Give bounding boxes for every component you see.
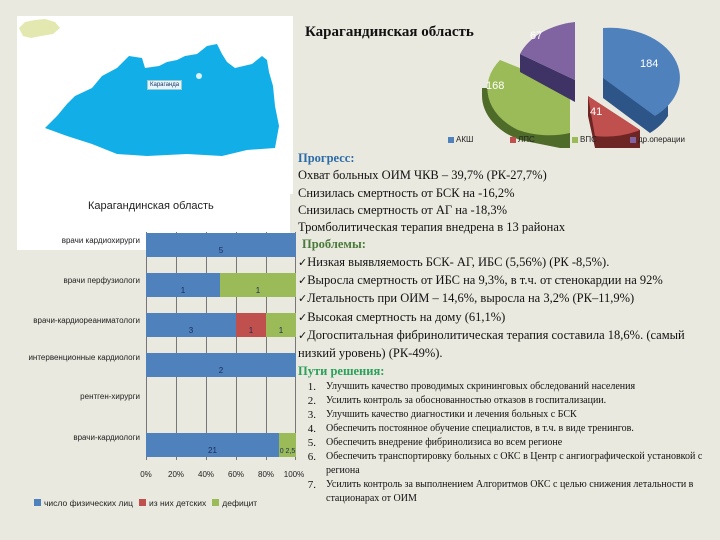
x-tick: 0% xyxy=(140,470,152,479)
kazakhstan-minimap-icon xyxy=(17,16,62,41)
bar-row xyxy=(146,313,296,337)
solution-item: 5. Обеспечить внедрение фибринолизиса во всем регионе xyxy=(307,436,563,449)
x-tick: 60% xyxy=(227,470,245,479)
bar-row xyxy=(146,353,296,377)
solution-item: 2. Усилить контроль за обоснованностью отказов в госпитализации. xyxy=(307,394,607,407)
bar-segment: 21 xyxy=(146,433,279,457)
bar-segment: 1 xyxy=(146,273,220,297)
legend-swatch-icon xyxy=(34,499,41,506)
solution-item: 1. Улучшить качество проводимых скрининговых обследований населения xyxy=(307,380,636,393)
pie-legend-aksh: АКШ xyxy=(448,135,473,144)
solution-item: 6. Обеспечить транспортировку больных с ОКС в Центр с ангиографической установкой с региона xyxy=(307,450,703,476)
bar-row xyxy=(146,433,296,457)
legend-item: дефицит xyxy=(212,498,257,508)
problem-item: ✓ Летальность при ОИМ – 14,6%, выросла на 3,2% (РК–11,9%) xyxy=(298,290,718,308)
progress-item: Охват больных ОИМ ЧКВ – 39,7% (РК-27,7%) xyxy=(298,168,547,183)
bar-segment: 1 xyxy=(266,313,296,337)
summary-text xyxy=(298,150,718,506)
pie-label-lps: 41 xyxy=(590,106,603,118)
bar-row xyxy=(146,273,296,297)
bar-row xyxy=(146,233,296,257)
progress-header: Прогресс: xyxy=(298,151,355,165)
category-label: врачи-кардиореаниматологи xyxy=(33,316,140,325)
solution-item: 7. Усилить контроль за выполнением Алгоритмов ОКС с целью снижения летальности в стационарах от ОИМ xyxy=(307,478,694,504)
bar-segment: 1 xyxy=(236,313,266,337)
pie-legend-vps: ВПС xyxy=(572,135,597,144)
legend-item: число физических лиц xyxy=(34,498,133,508)
legend-swatch-icon xyxy=(630,137,636,143)
problem-item: ✓ Высокая смертность на дому (61,1%) xyxy=(298,309,718,327)
pie-chart-title: Карагандинская область xyxy=(305,24,474,40)
karaganda-region-map xyxy=(17,16,293,194)
region-map xyxy=(17,16,293,194)
city-label: Караганда xyxy=(147,80,182,90)
progress-item: Снизилась смертность от БСК на -16,2% xyxy=(298,185,515,200)
progress-item: Тромболитическая терапия внедрена в 13 районах xyxy=(298,220,566,235)
bar-segment: 0 2,5 xyxy=(279,433,296,457)
pie-label-aksh: 184 xyxy=(640,58,659,70)
city-marker-icon xyxy=(196,73,202,79)
bar-segment: 3 xyxy=(146,313,236,337)
pie-label-vps: 168 xyxy=(486,80,505,92)
category-label: рентген-хирурги xyxy=(80,392,140,401)
bar-chart xyxy=(0,190,305,520)
category-label: интервенционные кардиологи xyxy=(28,353,140,362)
category-label: врачи кардиохирурги xyxy=(61,236,140,245)
solutions-list xyxy=(298,380,718,506)
x-tick: 80% xyxy=(257,470,275,479)
bar-segment: 2 xyxy=(146,353,296,377)
x-tick: 100% xyxy=(283,470,305,479)
region-shape xyxy=(45,44,279,156)
pie-label-other: 67 xyxy=(530,30,543,42)
bar-segment: 1 xyxy=(220,273,296,297)
solutions-header: Пути решения: xyxy=(298,363,385,378)
category-label: врачи перфузиологи xyxy=(63,276,140,285)
legend-swatch-icon xyxy=(572,137,578,143)
legend-swatch-icon xyxy=(510,137,516,143)
pie-legend-other: др.операции xyxy=(630,135,685,144)
solution-item: 4. Обеспечить постоянное обучение специалистов, в т.ч. в виде тренингов. xyxy=(307,422,634,435)
legend-item: из них детских xyxy=(139,498,206,508)
solution-item: 3. Улучшить качество диагностики и лечения больных с БСК xyxy=(307,408,577,421)
problem-item: ✓ Догоспитальная фибринолитическая терапия составила 18,6%. (самый низкий уровень) (РК-49%). xyxy=(298,327,718,363)
x-tick: 20% xyxy=(167,470,185,479)
legend-swatch-icon xyxy=(448,137,454,143)
legend-swatch-icon xyxy=(139,499,146,506)
bar-legend xyxy=(34,498,257,508)
legend-swatch-icon xyxy=(212,499,219,506)
bar-plot-area xyxy=(146,232,296,460)
pie-chart xyxy=(440,18,720,148)
category-label: врачи-кардиологи xyxy=(73,433,140,442)
bar-chart-title: Карагандинская область xyxy=(88,200,214,212)
x-tick: 40% xyxy=(197,470,215,479)
problem-item: ✓ Выросла смертность от ИБС на 9,3%, в т.ч. от стенокардии на 92% xyxy=(298,272,718,290)
bar-segment: 5 xyxy=(146,233,296,257)
progress-item: Снизилась смертность от АГ на -18,3% xyxy=(298,202,508,217)
problems-header: Проблемы: xyxy=(302,237,366,252)
problem-item: ✓ Низкая выявляемость БСК- АГ, ИБС (5,56%) (РК -8,5%). xyxy=(298,254,718,272)
pie-legend-lps: ЛПС xyxy=(510,135,535,144)
pie-chart-graphic xyxy=(440,18,720,148)
